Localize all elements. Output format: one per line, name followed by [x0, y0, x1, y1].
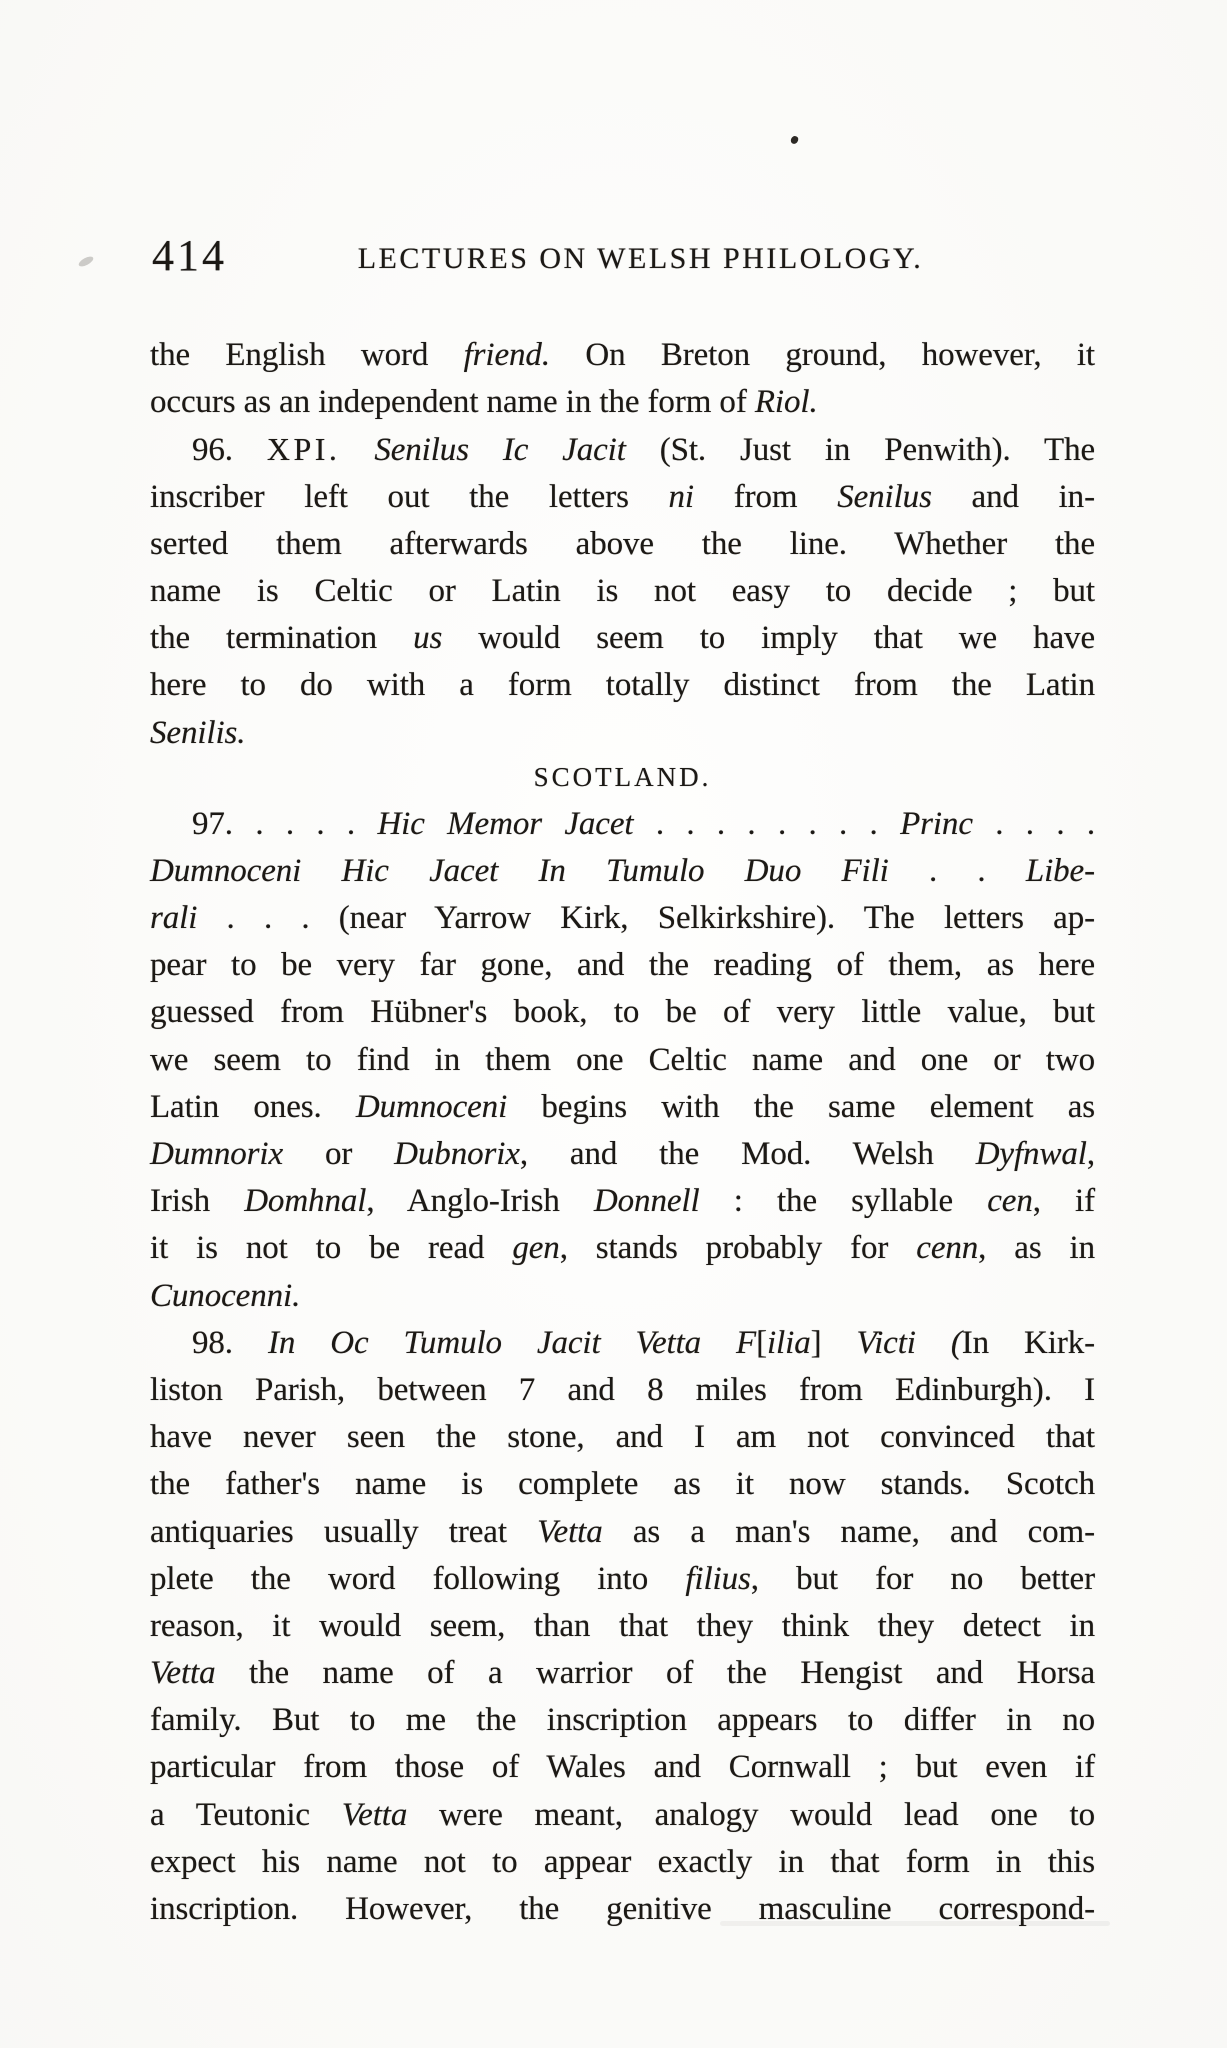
- text-segment: from: [694, 478, 838, 515]
- text-segment: In Kirk-: [961, 1324, 1095, 1361]
- italic-segment: Domhnal: [244, 1183, 367, 1220]
- text-segment: ,: [1086, 1136, 1095, 1172]
- text-line: [150, 1744, 1095, 1791]
- text-segment: 97. . . . .: [192, 805, 378, 842]
- text-segment: the name of a warrior of the Hengist and Horsa: [215, 1655, 1095, 1692]
- text-line: [150, 1367, 1095, 1414]
- text-segment: the father's name is complete as it now stands. Scotch: [150, 1466, 1095, 1503]
- italic-segment: ilia: [766, 1324, 811, 1361]
- text-line: [150, 1792, 1095, 1839]
- text-segment: 98.: [192, 1324, 268, 1361]
- text-segment: family. But to me the inscription appears to differ in no: [150, 1702, 1095, 1739]
- text-segment: ]: [810, 1324, 857, 1361]
- paragraph: [150, 426, 1095, 756]
- italic-segment: Dumnoceni Hic Jacet In Tumulo Duo Fili: [150, 852, 889, 889]
- italic-segment: Dumnorix: [150, 1136, 284, 1172]
- text-segment: begins with the same element as: [507, 1088, 1095, 1125]
- scan-smudge: [720, 1921, 1110, 1926]
- text-line: [150, 426, 1095, 473]
- text-segment: the English word: [150, 337, 464, 373]
- italic-segment: Dumnoceni: [355, 1088, 508, 1125]
- italic-segment: Senilus: [837, 478, 932, 515]
- text-segment: name is Celtic or Latin is not easy to decide ; but: [150, 572, 1095, 609]
- text-line: [150, 1273, 1095, 1320]
- text-line: [150, 521, 1095, 568]
- text-line: [150, 942, 1095, 989]
- text-line: [150, 895, 1095, 942]
- text-segment: . .: [888, 852, 1026, 889]
- italic-segment: Dubnorix: [394, 1136, 520, 1172]
- page-body: [150, 332, 1095, 1933]
- italic-segment: filius: [685, 1560, 751, 1597]
- italic-segment: us: [413, 620, 443, 657]
- text-segment: Irish: [150, 1183, 245, 1220]
- italic-segment: Victi (: [856, 1324, 962, 1361]
- italic-segment: Vetta: [341, 1796, 408, 1833]
- text-line: [150, 1461, 1095, 1508]
- text-segment: . . . .: [972, 805, 1095, 842]
- text-line: [150, 568, 1095, 615]
- text-segment: , stands probably for: [559, 1230, 917, 1267]
- italic-segment: Hic Memor Jacet: [377, 805, 634, 842]
- text-line: [150, 1603, 1095, 1650]
- text-segment: have never seen the stone, and I am not convinced that: [150, 1419, 1095, 1456]
- text-segment: and in-: [931, 478, 1095, 515]
- text-line: [150, 1509, 1095, 1556]
- text-segment: a Teutonic: [150, 1796, 342, 1833]
- italic-segment: Dyfnwal: [975, 1136, 1087, 1172]
- text-line: [150, 474, 1095, 521]
- text-segment: , and the Mod. Welsh: [519, 1136, 976, 1172]
- text-segment: here to do with a form totally distinct from the Latin: [150, 667, 1095, 704]
- text-line: [150, 1131, 1095, 1178]
- text-line: [150, 989, 1095, 1036]
- italic-segment: In Oc Tumulo Jacit Vetta F: [267, 1324, 757, 1361]
- italic-segment: friend.: [463, 337, 550, 373]
- running-title: LECTURES ON WELSH PHILOLOGY.: [357, 242, 924, 275]
- italic-segment: Cunocenni.: [150, 1277, 301, 1314]
- italic-segment: Libe-: [1025, 852, 1095, 889]
- text-segment: expect his name not to appear exactly in that form in this: [150, 1843, 1095, 1880]
- text-line: [150, 801, 1095, 848]
- italic-segment: Senilus Ic Jacit: [374, 432, 626, 469]
- text-segment: liston Parish, between 7 and 8 miles from Edinburgh). I: [150, 1371, 1095, 1408]
- text-segment: as a man's name, and com-: [602, 1513, 1095, 1550]
- text-segment: , Anglo-Irish: [366, 1183, 594, 1220]
- italic-segment: gen: [512, 1230, 560, 1267]
- text-segment: pear to be very far gone, and the reading of them, as here: [150, 947, 1095, 984]
- running-header: [150, 231, 1095, 280]
- text-line: [150, 1556, 1095, 1603]
- text-segment: , as in: [978, 1230, 1095, 1267]
- text-segment: Latin ones.: [150, 1088, 356, 1125]
- italic-segment: Vetta: [150, 1655, 216, 1692]
- text-line: [150, 1320, 1095, 1367]
- text-line: [150, 1037, 1095, 1084]
- italic-segment: cen: [987, 1183, 1033, 1220]
- text-segment: occurs as an independent name in the form of: [150, 384, 755, 421]
- text-line: [150, 379, 1095, 426]
- italic-segment: cenn: [916, 1230, 979, 1267]
- text-line: [150, 1178, 1095, 1225]
- text-segment: the termination: [150, 620, 414, 657]
- text-segment: (St. Just in Penwith). The: [625, 432, 1096, 469]
- text-segment: XPI.: [266, 431, 341, 468]
- text-segment: would seem to imply that we have: [442, 620, 1095, 657]
- text-segment: reason, it would seem, than that they think they detect in: [150, 1607, 1095, 1644]
- page-number: 414: [152, 231, 227, 280]
- italic-segment: Princ: [900, 805, 973, 842]
- paragraph: [150, 332, 1095, 426]
- italic-segment: rali: [150, 900, 198, 937]
- ink-speck: [790, 135, 799, 145]
- text-line: [150, 710, 1095, 757]
- text-line: [150, 1697, 1095, 1744]
- text-segment: antiquaries usually treat: [150, 1513, 538, 1550]
- italic-segment: Donnell: [593, 1183, 700, 1220]
- text-line: [150, 848, 1095, 895]
- text-segment: On Breton ground, however, it: [550, 337, 1095, 373]
- text-segment: . . . . . . . .: [633, 805, 901, 842]
- text-line: [150, 1414, 1095, 1461]
- text-line: [150, 1839, 1095, 1886]
- text-segment: guessed from Hübner's book, to be of very little value, but: [150, 994, 1095, 1031]
- text-segment: 96.: [192, 432, 267, 469]
- text-line: [150, 332, 1095, 379]
- text-line: [150, 1225, 1095, 1272]
- text-segment: inscriber left out the letters: [150, 478, 669, 515]
- section-heading: SCOTLAND.: [533, 761, 712, 792]
- italic-segment: ni: [668, 478, 694, 515]
- scan-mark: [77, 255, 94, 269]
- text-line: [150, 1084, 1095, 1131]
- text-segment: inscription. However, the genitive masculine correspond-: [150, 1891, 1095, 1927]
- text-segment: . . . (near Yarrow Kirk, Selkirkshire). The letters ap-: [197, 900, 1095, 937]
- text-segment: , if: [1032, 1183, 1096, 1220]
- italic-segment: Vetta: [537, 1513, 603, 1550]
- paragraph: [150, 1320, 1095, 1933]
- text-segment: [: [756, 1324, 767, 1361]
- text-line: [150, 615, 1095, 662]
- italic-segment: Riol.: [754, 384, 818, 421]
- text-segment: : the syllable: [699, 1183, 988, 1220]
- text-line: [150, 1650, 1095, 1697]
- text-segment: were meant, analogy would lead one to: [407, 1796, 1096, 1833]
- text-line: [150, 1886, 1095, 1933]
- text-segment: or: [283, 1136, 395, 1172]
- text-segment: plete the word following into: [150, 1560, 686, 1597]
- paragraph: [150, 801, 1095, 1320]
- text-segment: serted them afterwards above the line. Whether the: [150, 525, 1095, 562]
- text-segment: , but for no better: [750, 1560, 1095, 1597]
- text-segment: particular from those of Wales and Cornwall ; but even if: [150, 1749, 1095, 1786]
- text-segment: it is not to be read: [150, 1230, 513, 1267]
- text-segment: [340, 432, 374, 468]
- text-line: [150, 662, 1095, 709]
- text-segment: we seem to find in them one Celtic name and one or two: [150, 1041, 1095, 1078]
- italic-segment: Senilis.: [150, 714, 246, 751]
